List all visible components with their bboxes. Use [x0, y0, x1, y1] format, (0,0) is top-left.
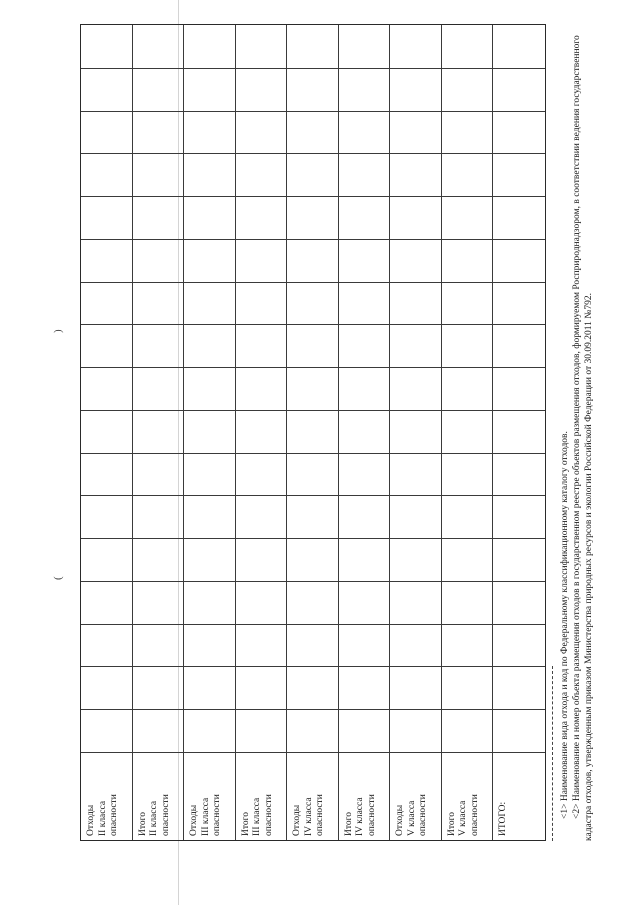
- table-cell: [339, 25, 391, 68]
- table-cell: [493, 25, 545, 68]
- table-cell: [390, 196, 442, 239]
- table-cell: [493, 324, 545, 367]
- table-cell: [442, 324, 494, 367]
- table-cell: [493, 624, 545, 667]
- table-cell: [390, 367, 442, 410]
- row-label: [236, 752, 288, 840]
- table-cell: [184, 495, 236, 538]
- table-cell: [390, 282, 442, 325]
- table-cell: [390, 410, 442, 453]
- row-label: [81, 752, 133, 840]
- table-cell: [287, 495, 339, 538]
- row-label-line: опасности: [109, 794, 119, 836]
- table-cell: [81, 367, 133, 410]
- row-label: [133, 752, 185, 840]
- table-cell: [81, 282, 133, 325]
- table-cell: [81, 324, 133, 367]
- table-cell: [442, 495, 494, 538]
- footnotes: [552, 21, 595, 841]
- table-cell: [133, 453, 185, 496]
- table-cell: [236, 25, 288, 68]
- table-cell: [133, 153, 185, 196]
- table-cell: [493, 666, 545, 709]
- table-cell: [236, 410, 288, 453]
- table-cell: [339, 282, 391, 325]
- table-cell: [236, 624, 288, 667]
- row-label-line: II класса: [97, 800, 108, 836]
- table-cell: [442, 410, 494, 453]
- table-cell: [236, 68, 288, 111]
- bracket-mark-left: (: [52, 576, 64, 580]
- table-cell: [81, 153, 133, 196]
- table-cell: [236, 538, 288, 581]
- table-cell: [133, 410, 185, 453]
- table-cell: [339, 68, 391, 111]
- row-label-line: V класса: [406, 800, 417, 836]
- table-cell: [287, 153, 339, 196]
- table-cell: [442, 196, 494, 239]
- table-cell: [339, 666, 391, 709]
- table-cell: [493, 495, 545, 538]
- row-label-line: IV класса: [355, 797, 366, 836]
- table-cell: [81, 410, 133, 453]
- footnote-1: <1> Наименование вида отхода и код по Федеральному классификационному каталогу отходов.: [560, 431, 570, 819]
- table-cell: [184, 581, 236, 624]
- row-label-line: III класса: [200, 797, 211, 836]
- table-cell: [236, 282, 288, 325]
- table-cell: [493, 196, 545, 239]
- table-cell: [493, 410, 545, 453]
- row-label-line: Итого: [446, 811, 457, 836]
- table-cell: [390, 111, 442, 154]
- table-cell: [493, 538, 545, 581]
- table-cell: [236, 709, 288, 752]
- row-label-line: Отходы: [189, 804, 200, 836]
- row-label: [287, 752, 339, 840]
- table-cell: [339, 367, 391, 410]
- table-cell: [81, 538, 133, 581]
- row-label-line: Итого: [343, 811, 354, 836]
- table-cell: [236, 111, 288, 154]
- row-label: [442, 752, 494, 840]
- table-cell: [442, 367, 494, 410]
- table-cell: [390, 25, 442, 68]
- table-cell: [442, 25, 494, 68]
- table-cell: [493, 581, 545, 624]
- table-cell: [390, 153, 442, 196]
- table-cell: [133, 624, 185, 667]
- bracket-mark-right: ): [52, 329, 64, 333]
- table-cell: [184, 709, 236, 752]
- footnote-2: <2> Наименование и номер объекта размещения отходов в государственном реестре объектов размещения отходов, формируемом Росприроднадзором, в соответствии ведения государственного кадастра отходов, утвержденным приказом Министерства природных ресурсов и экологии Российской Федерации от 30.09.2011 №792.: [572, 35, 594, 841]
- table-cell: [133, 581, 185, 624]
- table-cell: [339, 153, 391, 196]
- table-cell: [287, 25, 339, 68]
- table-cell: [287, 538, 339, 581]
- table-cell: [442, 239, 494, 282]
- table-cell: [493, 111, 545, 154]
- table-cell: [236, 153, 288, 196]
- table-cell: [184, 25, 236, 68]
- table-cell: [184, 153, 236, 196]
- waste-class-table: [80, 24, 546, 841]
- table-cell: [287, 196, 339, 239]
- table-cell: [133, 538, 185, 581]
- table-cell: [184, 410, 236, 453]
- row-label-line: Отходы: [86, 804, 96, 836]
- table-cell: [390, 624, 442, 667]
- table-cell: [81, 239, 133, 282]
- table-cell: [493, 367, 545, 410]
- table-cell: [390, 324, 442, 367]
- table-cell: [390, 495, 442, 538]
- table-cell: [236, 196, 288, 239]
- table-cell: [442, 153, 494, 196]
- table-cell: [287, 410, 339, 453]
- table-cell: [287, 709, 339, 752]
- table-cell: [339, 538, 391, 581]
- table-cell: [184, 196, 236, 239]
- table-cell: [493, 239, 545, 282]
- table-cell: [390, 68, 442, 111]
- table-cell: [236, 324, 288, 367]
- table-cell: [390, 239, 442, 282]
- table-cell: [184, 239, 236, 282]
- table-cell: [390, 453, 442, 496]
- row-label: [339, 752, 391, 840]
- table-cell: [81, 666, 133, 709]
- table-cell: [81, 25, 133, 68]
- row-label-line: опасности: [160, 794, 171, 836]
- table-cell: [184, 538, 236, 581]
- table-cell: [493, 68, 545, 111]
- table-cell: [133, 111, 185, 154]
- table-cell: [287, 282, 339, 325]
- row-label-line: IV класса: [303, 797, 314, 836]
- table-cell: [133, 25, 185, 68]
- table-cell: [493, 453, 545, 496]
- table-cell: [442, 68, 494, 111]
- table-cell: [236, 453, 288, 496]
- table-cell: [287, 324, 339, 367]
- table-cell: [287, 68, 339, 111]
- row-label: [390, 752, 442, 840]
- table-cell: [442, 453, 494, 496]
- table-cell: [236, 666, 288, 709]
- table-cell: [133, 709, 185, 752]
- table-cell: [390, 666, 442, 709]
- table-cell: [442, 538, 494, 581]
- table-cell: [81, 624, 133, 667]
- table-cell: [133, 495, 185, 538]
- table-cell: [287, 581, 339, 624]
- table-cell: [133, 367, 185, 410]
- row-label-line: Итого: [240, 811, 251, 836]
- table-cell: [339, 324, 391, 367]
- table-cell: [184, 367, 236, 410]
- table-cell: [390, 581, 442, 624]
- row-label-line: опасности: [315, 794, 326, 836]
- row-label-line: Отходы: [395, 804, 406, 836]
- table-cell: [236, 367, 288, 410]
- table-cell: [442, 709, 494, 752]
- table-cell: [184, 324, 236, 367]
- table-cell: [236, 495, 288, 538]
- table-cell: [184, 282, 236, 325]
- row-label-line: V класса: [458, 800, 469, 836]
- table-cell: [493, 282, 545, 325]
- table-cell: [287, 624, 339, 667]
- table-cell: [133, 324, 185, 367]
- table-cell: [133, 68, 185, 111]
- table-cell: [339, 495, 391, 538]
- footnote-separator: [552, 666, 553, 841]
- table-cell: [133, 282, 185, 325]
- table-cell: [133, 196, 185, 239]
- table-cell: [339, 111, 391, 154]
- table-cell: [339, 709, 391, 752]
- row-label-line: ИТОГО:: [498, 801, 509, 836]
- table-cell: [493, 153, 545, 196]
- table-cell: [81, 709, 133, 752]
- row-label-line: опасности: [263, 794, 274, 836]
- table-cell: [339, 624, 391, 667]
- row-label-line: опасности: [212, 794, 223, 836]
- table-cell: [236, 581, 288, 624]
- row-label-line: III класса: [252, 797, 263, 836]
- table-cell: [81, 111, 133, 154]
- table-cell: [339, 239, 391, 282]
- table-cell: [184, 111, 236, 154]
- table-cell: [390, 538, 442, 581]
- table-cell: [184, 624, 236, 667]
- table-cell: [81, 68, 133, 111]
- table-cell: [442, 624, 494, 667]
- table-cell: [287, 666, 339, 709]
- table-cell: [442, 111, 494, 154]
- table-cell: [339, 453, 391, 496]
- table-cell: [287, 239, 339, 282]
- table-cell: [390, 709, 442, 752]
- table-cell: [81, 196, 133, 239]
- table-cell: [133, 239, 185, 282]
- table-cell: [81, 453, 133, 496]
- row-label: [184, 752, 236, 840]
- table-cell: [493, 709, 545, 752]
- row-label-line: опасности: [366, 794, 377, 836]
- table-cell: [339, 581, 391, 624]
- table-cell: [133, 666, 185, 709]
- table-cell: [81, 495, 133, 538]
- table-cell: [442, 282, 494, 325]
- table-cell: [184, 666, 236, 709]
- row-label: [493, 752, 545, 840]
- table-cell: [442, 666, 494, 709]
- table-cell: [287, 453, 339, 496]
- table-cell: [184, 453, 236, 496]
- table-cell: [339, 196, 391, 239]
- row-label-line: опасности: [469, 794, 480, 836]
- row-label-line: II класса: [149, 800, 160, 836]
- row-label-line: Итого: [137, 811, 148, 836]
- table-cell: [287, 111, 339, 154]
- table-cell: [81, 581, 133, 624]
- row-label-line: опасности: [418, 794, 429, 836]
- table-cell: [236, 239, 288, 282]
- table-cell: [339, 410, 391, 453]
- table-cell: [442, 581, 494, 624]
- table-cell: [184, 68, 236, 111]
- table-cell: [287, 367, 339, 410]
- row-label-line: Отходы: [292, 804, 303, 836]
